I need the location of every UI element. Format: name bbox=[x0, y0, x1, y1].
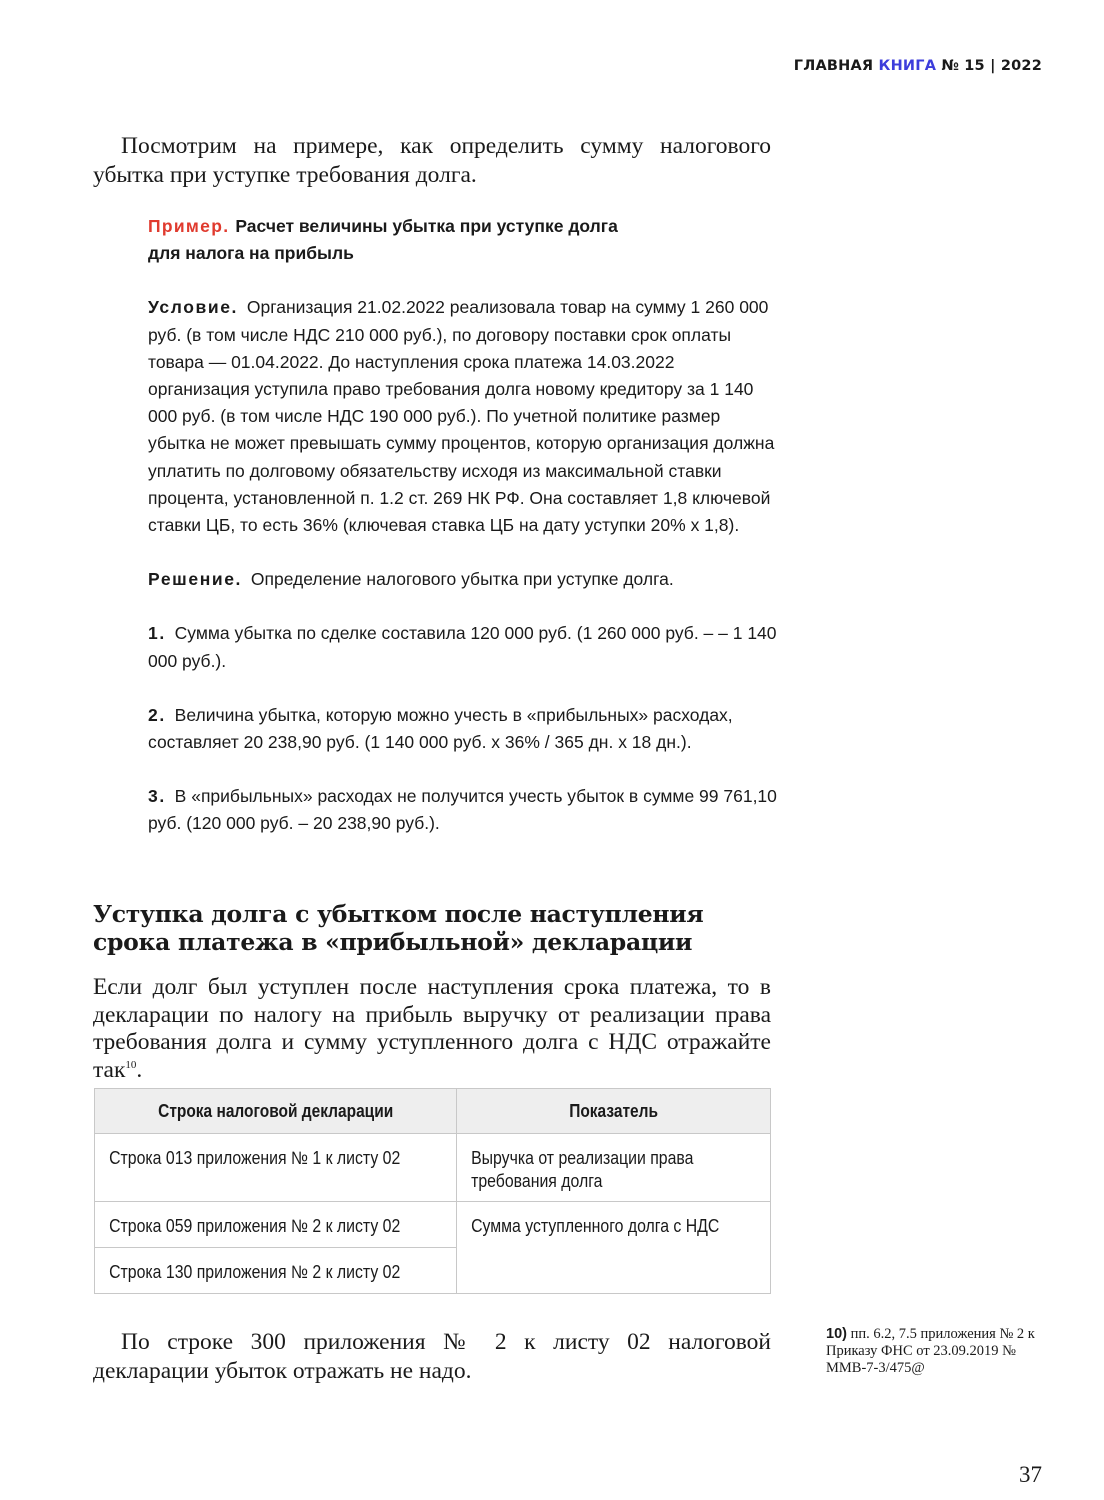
step-2 bbox=[148, 702, 778, 756]
table-cell: Сумма уступленного долга с НДС bbox=[457, 1202, 771, 1294]
footnote-text: пп. 6.2, 7.5 приложения № 2 к Приказу ФНС от 23.09.2019 № ММВ-7-3/475@ bbox=[826, 1326, 1035, 1376]
step-text: В «прибыльных» расходах не получится учесть убыток в сумме 99 761,10 руб. (120 000 руб. – 20 238,90 руб.). bbox=[148, 786, 777, 834]
page-number: 37 bbox=[1019, 1462, 1042, 1487]
header-magazine-name: ГЛАВНАЯ bbox=[793, 58, 874, 74]
example-label: Пример. bbox=[148, 216, 230, 236]
table-header-row bbox=[95, 1089, 771, 1134]
running-header bbox=[794, 58, 1042, 74]
section-paragraph-text: Если долг был уступлен после наступления срока платежа, то в декларации по налогу на прибыль выручку от реализации права требования долга и сумму уступленного долга с НДС отражайте так bbox=[93, 974, 771, 1083]
section-heading: Уступка долга с убытком после наступления срока платежа в «прибыльной» декларации bbox=[93, 900, 704, 956]
step-1 bbox=[148, 620, 778, 674]
footnote bbox=[826, 1326, 1048, 1377]
table-cell: Строка 130 приложения № 2 к листу 02 bbox=[95, 1248, 457, 1294]
table-row bbox=[95, 1134, 771, 1202]
table-header-cell: Строка налоговой декларации bbox=[95, 1089, 457, 1134]
footnote-number: 10) bbox=[826, 1326, 847, 1342]
solution-text: Определение налогового убытка при уступке долга. bbox=[250, 569, 674, 590]
closing-paragraph: По строке 300 приложения № 2 к листу 02 налоговой декларации убыток отражать не надо. bbox=[93, 1329, 771, 1384]
example-box bbox=[148, 213, 778, 838]
intro-paragraph: Посмотрим на примере, как определить сумму налогового убытка при уступке требования долга. bbox=[93, 133, 771, 188]
table-row bbox=[95, 1202, 771, 1248]
step-text: Сумма убытка по сделке составила 120 000 руб. (1 260 000 руб. – – 1 140 000 руб.). bbox=[148, 623, 777, 671]
header-issue: № 15 | 2022 bbox=[941, 58, 1042, 74]
table-cell: Строка 013 приложения № 1 к листу 02 bbox=[95, 1134, 457, 1202]
table-cell: Выручка от реализации права требования долга bbox=[457, 1134, 771, 1202]
declaration-table bbox=[94, 1088, 771, 1294]
solution-label: Решение. bbox=[148, 569, 243, 590]
step-number: 2. bbox=[148, 704, 166, 725]
condition-text: Организация 21.02.2022 реализовала товар на сумму 1 260 000 руб. (в том числе НДС 210 000 руб.), по договору поставки срок оплаты товара — 01.04.2022. До наступления срока платежа 14.03.2022 организация уступила право требования долга новому кредитору за 1 140 000 руб. (в том числе НДС 190 000 руб.). По учетной политике размер убытка не может превышать сумму процентов, которую организация должна уплатить по долговому обязательству исходя из максимальной ставки процента, установленной п. 1.2 ст. 269 НК РФ. Она составляет 1,8 ключевой ставки ЦБ, то есть 36% (ключевая ставка ЦБ на дату уступки 20% х 1,8). bbox=[148, 297, 775, 536]
step-number: 1. bbox=[148, 623, 166, 644]
example-solution bbox=[148, 566, 778, 593]
table-header-cell: Показатель bbox=[457, 1089, 771, 1134]
section-paragraph bbox=[93, 974, 771, 1084]
step-3 bbox=[148, 783, 778, 837]
condition-label: Условие. bbox=[148, 297, 239, 318]
step-number: 3. bbox=[148, 786, 166, 807]
step-text: Величина убытка, которую можно учесть в «прибыльных» расходах, составляет 20 238,90 руб. (1 140 000 руб. х 36% / 365 дн. х 18 дн.). bbox=[148, 704, 733, 753]
footnote-ref[interactable]: 10 bbox=[125, 1058, 137, 1071]
example-title-line1: Расчет величины убытка при уступке долга bbox=[235, 216, 618, 236]
header-magazine-name-accent: КНИГА bbox=[878, 58, 937, 74]
table-cell: Строка 059 приложения № 2 к листу 02 bbox=[95, 1202, 457, 1248]
example-title bbox=[148, 213, 778, 267]
example-title-line2: для налога на прибыль bbox=[148, 243, 354, 264]
section-paragraph-end: . bbox=[136, 1056, 143, 1083]
example-condition bbox=[148, 294, 778, 539]
